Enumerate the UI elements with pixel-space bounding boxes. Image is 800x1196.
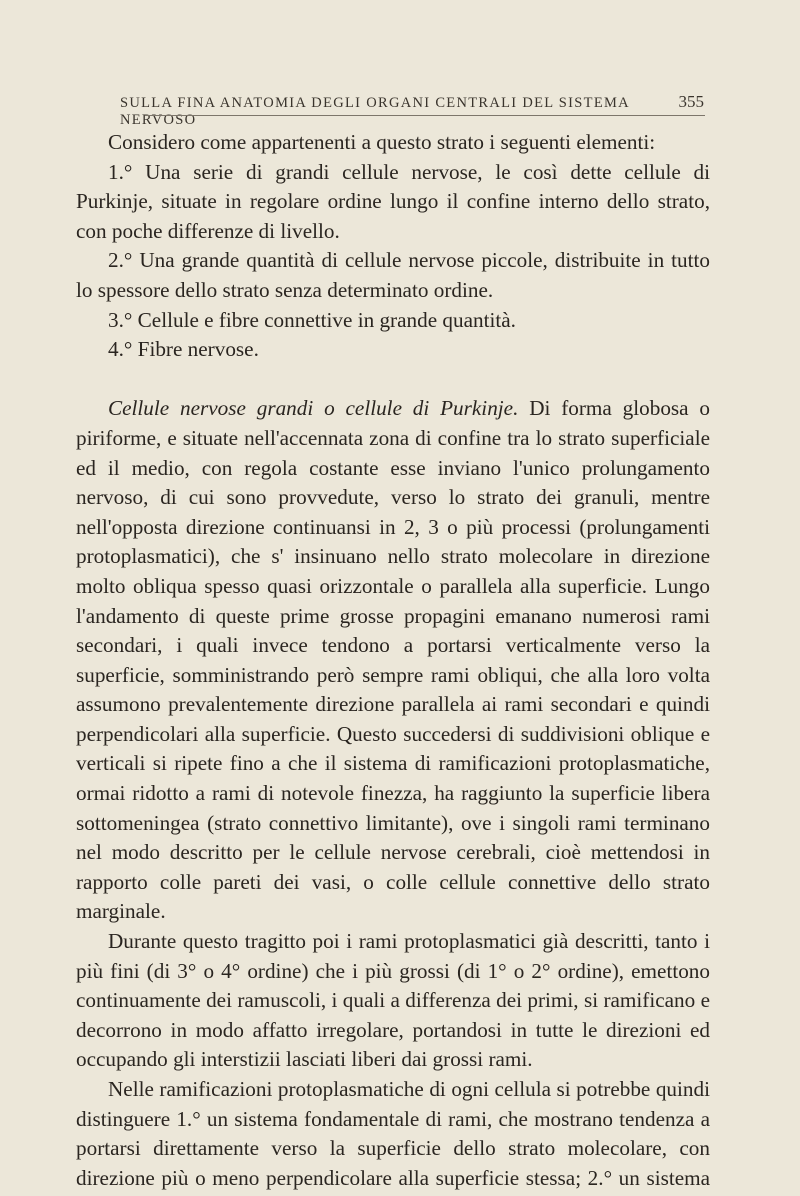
- paragraph-text: Di forma globosa o piriforme, e situate nell'accennata zona di confine tra lo strato superficiale ed il medio, con regola costante esse inviano l'unico prolungamento nervoso, di cui sono provvedute, verso lo strato dei granuli, mentre nell'opposta direzione continuansi in 2, 3 o più processi (prolungamenti protoplasmatici), che s' insinuano nello strato molecolare in direzione molto obliqua spesso quasi orizzontale o parallela alla superficie. Lungo l'andamento di queste prime grosse propagini emanano numerosi rami secondari, i quali invece tendono a portarsi verticalmente verso la superficie, somministrando però sempre rami obliqui, che alla loro volta assumono prevalentemente direzione parallela ai rami secondari e quindi perpendicolari alla superficie. Questo succedersi di suddivisioni oblique e verticali si ripete fino a che il sistema di ramificazioni protoplasmatiche, ormai ridotto a rami di notevole finezza, ha raggiunto la superficie libera sottomeningea (strato connettivo limitante), ove i singoli rami terminano nel modo descritto per le cellule nervose cerebrali, cioè mettendosi in rapporto colle pareti dei vasi, o colle cellule connettive dello strato marginale.: [76, 396, 710, 924]
- paragraph: Nelle ramificazioni protoplasmatiche di ogni cellula si potrebbe quindi distinguere 1.° un sistema fondamentale di rami, che mostrano tendenza a portarsi direttamente verso la superficie dello strato molecolare, con direzione più o meno perpendicolare alla superficie stessa; 2.° un sistema: [76, 1077, 710, 1190]
- page-header: [120, 92, 704, 129]
- running-title: SULLA FINA ANATOMIA DEGLI ORGANI CENTRALI DEL SISTEMA NERVOSO: [120, 95, 630, 128]
- paragraph: [76, 394, 710, 927]
- paragraph: 4.° Fibre nervose.: [108, 337, 259, 362]
- paragraph: 2.° Una grande quantità di cellule nervose piccole, distribuite in tutto lo spessore dello strato senza determinato ordine.: [76, 248, 710, 302]
- paragraph: 1.° Una serie di grandi cellule nervose, le così dette cellule di Purkinje, situate in regolare ordine lungo il confine interno dello strato, con poche differenze di livello.: [76, 159, 710, 243]
- paragraph: 3.° Cellule e fibre connettive in grande quantità.: [108, 307, 516, 332]
- body-text: [76, 128, 710, 1193]
- paragraph: Considero come appartenenti a questo strato i seguenti elementi:: [108, 130, 656, 154]
- header-rule: [145, 115, 705, 116]
- section-heading: Cellule nervose grandi o cellule di Purkinje.: [108, 396, 519, 421]
- page-number: 355: [678, 92, 704, 111]
- paragraph: Durante questo tragitto poi i rami protoplasmatici già descritti, tanto i più fini (di 3° o 4° ordine) che i più grossi (di 1° o 2° ordine), emettono continuamente dei ramuscoli, i quali a differenza dei primi, si ramificano e decorrono in modo affatto irregolare, portandosi in tutte le direzioni ed occupando gli interstizii lasciati liberi dai grossi rami.: [76, 929, 710, 1072]
